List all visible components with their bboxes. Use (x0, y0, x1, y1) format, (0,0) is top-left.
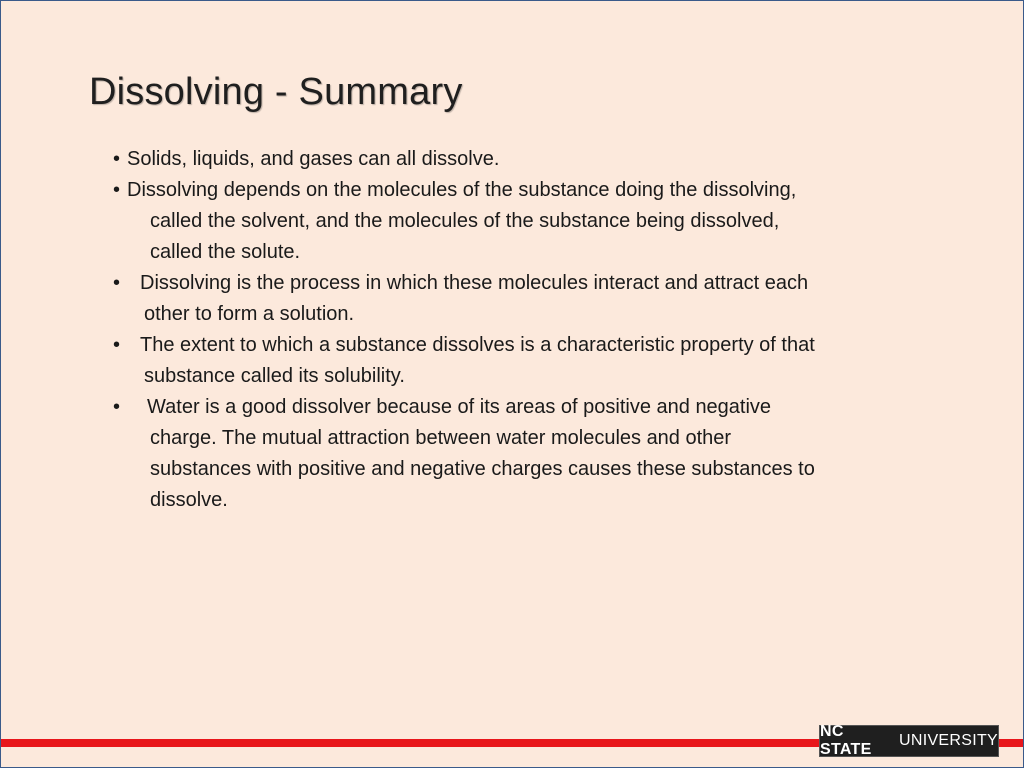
bullet-text: called the solute. (150, 241, 301, 263)
logo-light-text: UNIVERSITY (898, 732, 998, 749)
bullet-item (113, 392, 953, 516)
bullet-item (113, 175, 953, 268)
bullet-list (113, 144, 953, 516)
bullet-text: Dissolving depends on the molecules of the substance doing the dissolving, (127, 179, 797, 201)
slide-title: Dissolving - Summary (89, 71, 463, 113)
bullet-text: other to form a solution. (144, 303, 355, 325)
bullet-icon: • (113, 179, 121, 201)
bullet-line (113, 392, 953, 423)
bullet-icon: • (113, 148, 121, 170)
bullet-text: Solids, liquids, and gases can all dissolve. (127, 148, 500, 170)
bullet-icon: • (113, 396, 121, 418)
bullet-text: The extent to which a substance dissolves is a characteristic property of that (140, 334, 815, 356)
bullet-text: substances with positive and negative charges causes these substances to (150, 458, 815, 480)
bullet-item (113, 268, 953, 330)
bullet-text: Dissolving is the process in which these molecules interact and attract each (140, 272, 809, 294)
bullet-line (113, 268, 953, 299)
bullet-text: Water is a good dissolver because of its areas of positive and negative (147, 396, 772, 418)
bullet-line (113, 175, 953, 206)
bullet-icon: • (113, 334, 121, 356)
logo-bold-text: NC STATE (820, 723, 872, 758)
bullet-item (113, 144, 953, 175)
bullet-text: dissolve. (150, 489, 228, 511)
bullet-line (113, 330, 953, 361)
bullet-text: substance called its solubility. (144, 365, 405, 387)
bullet-icon: • (113, 272, 121, 294)
bullet-text: called the solvent, and the molecules of the substance being dissolved, (150, 210, 780, 232)
bullet-line (113, 144, 953, 175)
nc-state-logo (819, 725, 999, 757)
bullet-text: charge. The mutual attraction between water molecules and other (150, 427, 732, 449)
bullet-item (113, 330, 953, 392)
